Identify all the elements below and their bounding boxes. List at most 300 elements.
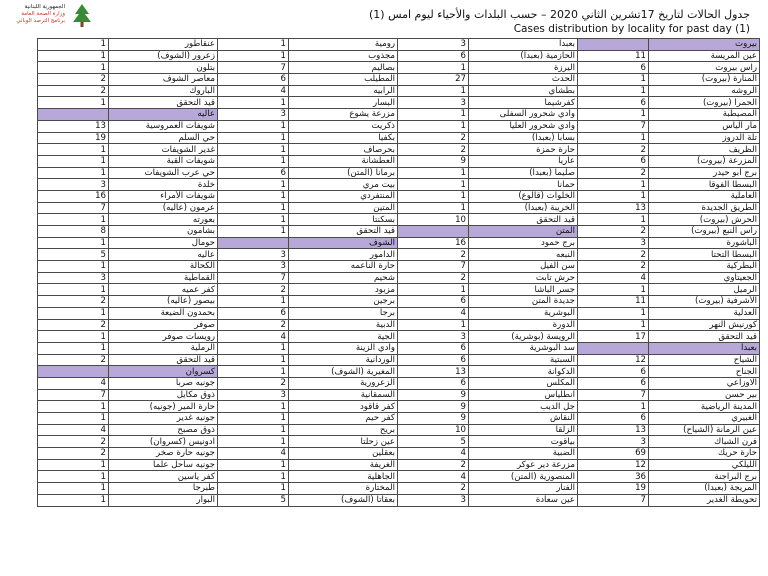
locality-cell: الرويسة (بوشرية) — [469, 331, 578, 343]
case-count-cell: 1 — [398, 85, 469, 97]
locality-cell: الجناح — [649, 366, 760, 378]
case-count-cell: 1 — [398, 179, 469, 191]
locality-cell: حي عرب الشويفات — [109, 167, 218, 179]
case-count-cell: 7 — [578, 494, 649, 506]
locality-cell: حومال — [109, 237, 218, 249]
locality-cell: الروشه — [649, 85, 760, 97]
case-count-cell: 1 — [218, 97, 289, 109]
locality-cell: كفر حيم — [289, 413, 398, 425]
region-header-cell: الشوف — [289, 237, 398, 249]
case-count-cell: 13 — [578, 202, 649, 214]
locality-cell: مار الياس — [649, 120, 760, 132]
locality-cell: بسابا (بعبدا) — [469, 132, 578, 144]
case-count-cell: 16 — [38, 190, 109, 202]
case-count-cell: 3 — [218, 261, 289, 273]
locality-cell: عين الرمانة (الشياح) — [649, 424, 760, 436]
case-count-cell: 36 — [578, 471, 649, 483]
case-count-cell: 9 — [398, 155, 469, 167]
locality-cell: بعبدا — [469, 39, 578, 51]
locality-cell: شحيم — [289, 272, 398, 284]
locality-cell: المكلس — [469, 377, 578, 389]
table-row — [38, 436, 760, 448]
case-count-cell: 1 — [578, 284, 649, 296]
locality-cell: البسطا الفوقا — [649, 179, 760, 191]
case-count-cell: 2 — [578, 167, 649, 179]
case-count-cell: 2 — [398, 272, 469, 284]
locality-cell: الغريفة — [289, 459, 398, 471]
locality-cell: الأشرفية (بيروت) — [649, 296, 760, 308]
locality-cell: الرابيه — [289, 85, 398, 97]
table-row — [38, 459, 760, 471]
locality-cell: البوشرية — [469, 307, 578, 319]
case-count-cell: 1 — [578, 307, 649, 319]
case-count-cell: 1 — [38, 413, 109, 425]
locality-cell: شويفات القبة — [109, 155, 218, 167]
locality-cell: الظريف — [649, 144, 760, 156]
case-count-cell: 3 — [218, 109, 289, 121]
case-count-cell: 16 — [398, 237, 469, 249]
case-count-cell: 1 — [218, 471, 289, 483]
locality-cell: المدينة الرياضية — [649, 401, 760, 413]
locality-cell: البسطا التحتا — [649, 249, 760, 261]
case-count-cell: 1 — [218, 354, 289, 366]
case-count-cell: 13 — [38, 120, 109, 132]
case-count-cell: 1 — [578, 401, 649, 413]
case-count-cell: 1 — [578, 214, 649, 226]
locality-cell: بصاليم — [289, 62, 398, 74]
logo-text-line: برنامج الترصد الوبائي — [16, 18, 65, 24]
case-count-cell: 1 — [218, 179, 289, 191]
case-count-cell: 1 — [218, 296, 289, 308]
locality-cell: الطريق الجديدة — [649, 202, 760, 214]
locality-cell: كورنيش النهر — [649, 319, 760, 331]
locality-cell: البطركية — [649, 261, 760, 273]
case-count-cell: 7 — [38, 389, 109, 401]
locality-cell: غدير الشويفات — [109, 144, 218, 156]
locality-cell: السمقانية — [289, 389, 398, 401]
case-count-cell: 19 — [578, 483, 649, 495]
table-row — [38, 331, 760, 343]
case-count-cell: 2 — [38, 85, 109, 97]
locality-cell: الحازمية (بعبدا) — [469, 50, 578, 62]
case-count-cell: 1 — [38, 494, 109, 506]
table-row — [38, 179, 760, 191]
locality-cell: المتين — [289, 202, 398, 214]
ministry-logo — [3, 1, 98, 35]
case-count-cell: 2 — [38, 319, 109, 331]
region-header-cell: المتن — [469, 226, 578, 238]
case-count-cell: 6 — [578, 155, 649, 167]
locality-cell: الرميل — [649, 284, 760, 296]
case-count-cell: 2 — [218, 319, 289, 331]
case-count-cell — [38, 109, 109, 121]
case-count-cell: 2 — [398, 459, 469, 471]
locality-cell: الزلقا — [469, 424, 578, 436]
case-count-cell: 1 — [578, 179, 649, 191]
case-count-cell: 3 — [38, 272, 109, 284]
table-row — [38, 284, 760, 296]
case-count-cell: 5 — [398, 436, 469, 448]
cases-by-locality-table — [37, 38, 760, 507]
locality-cell: البسار — [289, 97, 398, 109]
case-count-cell: 2 — [38, 448, 109, 460]
locality-cell: مزرعة يشوع — [289, 109, 398, 121]
locality-cell: بتلون — [109, 62, 218, 74]
case-count-cell: 2 — [218, 377, 289, 389]
case-count-cell: 17 — [578, 331, 649, 343]
table-row — [38, 342, 760, 354]
locality-cell: الجاهلية — [289, 471, 398, 483]
locality-cell: مجذوب — [289, 50, 398, 62]
locality-cell: الدكوانة — [469, 366, 578, 378]
case-count-cell: 1 — [398, 284, 469, 296]
case-count-cell: 13 — [578, 424, 649, 436]
table-row — [38, 261, 760, 273]
locality-cell: عاليه — [109, 249, 218, 261]
locality-cell: الخلوات (قالوع) — [469, 190, 578, 202]
locality-cell: قيد التحقق — [289, 226, 398, 238]
case-count-cell: 1 — [38, 50, 109, 62]
locality-cell: قيد التحقق — [109, 97, 218, 109]
table-row — [38, 62, 760, 74]
locality-cell: معاصر الشوف — [109, 74, 218, 86]
case-count-cell: 7 — [578, 389, 649, 401]
case-count-cell: 1 — [38, 261, 109, 273]
locality-cell: وادي شحرور العليا — [469, 120, 578, 132]
table-row — [38, 214, 760, 226]
locality-cell: جونيه حارة صخر — [109, 448, 218, 460]
locality-cell: الحرش (بيروت) — [649, 214, 760, 226]
locality-cell: سد البوشرية — [469, 342, 578, 354]
case-count-cell: 2 — [38, 354, 109, 366]
case-count-cell: 7 — [398, 261, 469, 273]
locality-cell: جسر الباشا — [469, 284, 578, 296]
table-row — [38, 237, 760, 249]
table-row — [38, 377, 760, 389]
locality-cell: بحرصاف — [289, 144, 398, 156]
case-count-cell: 3 — [578, 436, 649, 448]
locality-cell: القماطية — [109, 272, 218, 284]
case-count-cell: 1 — [398, 202, 469, 214]
case-count-cell — [38, 366, 109, 378]
table-row — [38, 39, 760, 51]
case-count-cell: 3 — [398, 97, 469, 109]
locality-cell: الضبية — [469, 448, 578, 460]
locality-cell: الليلكي — [649, 459, 760, 471]
case-count-cell: 6 — [398, 296, 469, 308]
locality-cell: ذوق مكايل — [109, 389, 218, 401]
locality-cell: المغيرية (الشوف) — [289, 366, 398, 378]
locality-cell: المصيطبة — [649, 109, 760, 121]
case-count-cell: 2 — [398, 132, 469, 144]
case-count-cell: 1 — [218, 413, 289, 425]
locality-cell: كفر قاقود — [289, 401, 398, 413]
locality-cell: العدلية — [649, 307, 760, 319]
case-count-cell: 4 — [38, 377, 109, 389]
case-count-cell: 1 — [218, 155, 289, 167]
case-count-cell: 1 — [218, 202, 289, 214]
case-count-cell: 9 — [398, 401, 469, 413]
table-row — [38, 366, 760, 378]
case-count-cell: 7 — [218, 62, 289, 74]
locality-cell: ذوق مصبح — [109, 424, 218, 436]
locality-cell: كفر ياسين — [109, 471, 218, 483]
locality-cell: برج حمود — [469, 237, 578, 249]
case-count-cell: 19 — [38, 132, 109, 144]
locality-cell: بيصور (عاليه) — [109, 296, 218, 308]
table-row — [38, 483, 760, 495]
case-count-cell: 7 — [38, 202, 109, 214]
case-count-cell: 3 — [398, 331, 469, 343]
locality-cell: الدامور — [289, 249, 398, 261]
locality-cell: المطيلب — [289, 74, 398, 86]
case-count-cell: 4 — [398, 448, 469, 460]
table-row — [38, 307, 760, 319]
case-count-cell: 1 — [218, 424, 289, 436]
locality-cell: مزرعة دير عوكر — [469, 459, 578, 471]
locality-cell: عين زحلتا — [289, 436, 398, 448]
locality-cell: حارة حمزة — [469, 144, 578, 156]
case-count-cell: 1 — [38, 62, 109, 74]
locality-cell: البوار — [109, 494, 218, 506]
case-count-cell: 6 — [398, 354, 469, 366]
case-count-cell: 6 — [398, 377, 469, 389]
case-count-cell: 6 — [398, 50, 469, 62]
locality-cell: السبتية — [469, 354, 578, 366]
case-count-cell: 9 — [398, 413, 469, 425]
locality-cell: حمانا — [469, 179, 578, 191]
table-row — [38, 401, 760, 413]
locality-cell: الفنار — [469, 483, 578, 495]
locality-cell: حي السلم — [109, 132, 218, 144]
locality-cell: بعقلين — [289, 448, 398, 460]
table-row — [38, 413, 760, 425]
case-count-cell: 1 — [38, 237, 109, 249]
locality-cell: بياقوت — [469, 436, 578, 448]
case-count-cell: 6 — [578, 377, 649, 389]
locality-cell: حرش تابت — [469, 272, 578, 284]
locality-cell: برجين — [289, 296, 398, 308]
locality-cell: ذكريت — [289, 120, 398, 132]
locality-cell: صليما (بعبدا) — [469, 167, 578, 179]
table-row — [38, 389, 760, 401]
locality-cell: بيت مري — [289, 179, 398, 191]
locality-cell: جونيه غدير — [109, 413, 218, 425]
locality-cell: رويسات صوفر — [109, 331, 218, 343]
case-count-cell: 2 — [398, 144, 469, 156]
locality-cell: حارة الناعمه — [289, 261, 398, 273]
case-count-cell — [578, 342, 649, 354]
page-title-arabic: جدول الحالات لتاريخ 17تشرين الثاني 2020 – حسب البلدات والأحياء ليوم امس (1) — [368, 8, 750, 21]
case-count-cell: 3 — [398, 494, 469, 506]
locality-cell: راس النبع (بيروت) — [649, 226, 760, 238]
case-count-cell: 6 — [218, 74, 289, 86]
locality-cell: برمانا (المتن) — [289, 167, 398, 179]
locality-cell: جديدة المتن — [469, 296, 578, 308]
table-row — [38, 249, 760, 261]
locality-cell: الوردانية — [289, 354, 398, 366]
case-count-cell: 4 — [38, 424, 109, 436]
table-row — [38, 167, 760, 179]
case-count-cell: 6 — [398, 342, 469, 354]
case-count-cell: 1 — [38, 459, 109, 471]
case-count-cell: 1 — [218, 120, 289, 132]
case-count-cell: 3 — [398, 39, 469, 51]
table-row — [38, 448, 760, 460]
locality-cell: بريح — [289, 424, 398, 436]
logo-text-line: الجمهورية اللبنانية — [24, 4, 65, 10]
locality-cell: عرمون (عاليه) — [109, 202, 218, 214]
locality-cell: قيد التحقق — [109, 354, 218, 366]
case-count-cell — [398, 226, 469, 238]
locality-cell: عين سعادة — [469, 494, 578, 506]
region-header-cell: كسروان — [109, 366, 218, 378]
locality-cell: الدبية — [289, 319, 398, 331]
case-count-cell: 4 — [578, 272, 649, 284]
case-count-cell: 1 — [218, 132, 289, 144]
locality-cell: الخريبة (بعبدا) — [469, 202, 578, 214]
page-title-english: Cases distribution by locality for past day (1) — [513, 23, 750, 35]
locality-cell: رومية — [289, 39, 398, 51]
case-count-cell: 2 — [398, 249, 469, 261]
locality-cell: النقاش — [469, 413, 578, 425]
table-row — [38, 155, 760, 167]
case-count-cell: 6 — [578, 366, 649, 378]
case-count-cell: 2 — [578, 226, 649, 238]
case-count-cell: 1 — [38, 342, 109, 354]
locality-cell: فرن الشباك — [649, 436, 760, 448]
case-count-cell: 12 — [578, 459, 649, 471]
locality-cell: الباشورة — [649, 237, 760, 249]
locality-cell: بكفيا — [289, 132, 398, 144]
case-count-cell: 5 — [218, 494, 289, 506]
case-count-cell: 1 — [38, 155, 109, 167]
locality-cell: انطلياس — [469, 389, 578, 401]
case-count-cell: 1 — [218, 436, 289, 448]
locality-cell: حارة المير (جونيه) — [109, 401, 218, 413]
case-count-cell: 2 — [398, 483, 469, 495]
case-count-cell: 1 — [578, 85, 649, 97]
case-count-cell: 1 — [38, 307, 109, 319]
case-count-cell: 3 — [218, 249, 289, 261]
table-row — [38, 296, 760, 308]
case-count-cell: 1 — [398, 319, 469, 331]
region-header-cell: بيروت — [649, 39, 760, 51]
locality-cell: طبرجا — [109, 483, 218, 495]
case-count-cell: 8 — [38, 226, 109, 238]
case-count-cell: 5 — [38, 249, 109, 261]
case-count-cell: 1 — [38, 167, 109, 179]
case-count-cell: 6 — [218, 307, 289, 319]
locality-cell: زعرور (الشوف) — [109, 50, 218, 62]
locality-cell: تلة الدروز — [649, 132, 760, 144]
case-count-cell: 27 — [398, 74, 469, 86]
case-count-cell: 4 — [398, 307, 469, 319]
case-count-cell: 4 — [218, 448, 289, 460]
case-count-cell: 11 — [578, 50, 649, 62]
case-count-cell: 2 — [218, 284, 289, 296]
case-count-cell: 1 — [218, 214, 289, 226]
case-count-cell: 3 — [578, 237, 649, 249]
case-count-cell — [218, 237, 289, 249]
cedar-icon — [68, 2, 96, 30]
case-count-cell: 6 — [578, 413, 649, 425]
case-count-cell: 1 — [38, 97, 109, 109]
locality-cell: وادي شحرور السفلى — [469, 109, 578, 121]
locality-cell: بطشاي — [469, 85, 578, 97]
locality-cell: بير حسن — [649, 389, 760, 401]
case-count-cell: 1 — [218, 144, 289, 156]
locality-cell: الغبيري — [649, 413, 760, 425]
case-count-cell: 1 — [218, 226, 289, 238]
logo-text-line: وزارة الصحة العامة — [21, 11, 65, 17]
case-count-cell: 1 — [218, 483, 289, 495]
locality-cell: الجية — [289, 331, 398, 343]
case-count-cell: 1 — [38, 214, 109, 226]
table-row — [38, 50, 760, 62]
locality-cell: جونيه ساحل علما — [109, 459, 218, 471]
locality-cell: كفر عميه — [109, 284, 218, 296]
case-count-cell: 2 — [38, 74, 109, 86]
locality-cell: النبعه — [469, 249, 578, 261]
table-row — [38, 494, 760, 506]
region-header-cell: بعبدا — [649, 342, 760, 354]
locality-cell: بسكنتا — [289, 214, 398, 226]
case-count-cell: 1 — [578, 190, 649, 202]
case-count-cell: 2 — [578, 261, 649, 273]
locality-cell: الرملية — [109, 342, 218, 354]
locality-cell: الكحالة — [109, 261, 218, 273]
locality-cell: كفرشيما — [469, 97, 578, 109]
locality-cell: المزرعة (بيروت) — [649, 155, 760, 167]
case-count-cell: 10 — [398, 424, 469, 436]
locality-cell: المريجة (بعبدا) — [649, 483, 760, 495]
locality-cell: شويفات العمروسية — [109, 120, 218, 132]
case-count-cell: 1 — [218, 459, 289, 471]
table-row — [38, 226, 760, 238]
locality-cell: جونيه صربا — [109, 377, 218, 389]
case-count-cell: 1 — [398, 62, 469, 74]
locality-cell: الاوزاعي — [649, 377, 760, 389]
locality-cell: الحدث — [469, 74, 578, 86]
table-row — [38, 190, 760, 202]
case-count-cell: 6 — [578, 62, 649, 74]
locality-cell: العاملية — [649, 190, 760, 202]
case-count-cell: 6 — [218, 167, 289, 179]
table-row — [38, 97, 760, 109]
case-count-cell: 1 — [398, 190, 469, 202]
case-count-cell: 1 — [218, 50, 289, 62]
locality-cell: برج البراجنة — [649, 471, 760, 483]
case-count-cell: 1 — [38, 39, 109, 51]
table-row — [38, 424, 760, 436]
case-count-cell: 1 — [38, 401, 109, 413]
table-row — [38, 471, 760, 483]
case-count-cell: 7 — [578, 120, 649, 132]
locality-cell: المنصورية (المتن) — [469, 471, 578, 483]
locality-cell: الباروك — [109, 85, 218, 97]
region-header-cell: عاليه — [109, 109, 218, 121]
locality-cell: عين المريسة — [649, 50, 760, 62]
case-count-cell: 9 — [398, 389, 469, 401]
table-row — [38, 74, 760, 86]
locality-cell: حارة حريك — [649, 448, 760, 460]
case-count-cell: 1 — [218, 39, 289, 51]
case-count-cell: 2 — [38, 296, 109, 308]
locality-cell: المختارة — [289, 483, 398, 495]
table-row — [38, 272, 760, 284]
locality-cell: راس بيروت — [649, 62, 760, 74]
